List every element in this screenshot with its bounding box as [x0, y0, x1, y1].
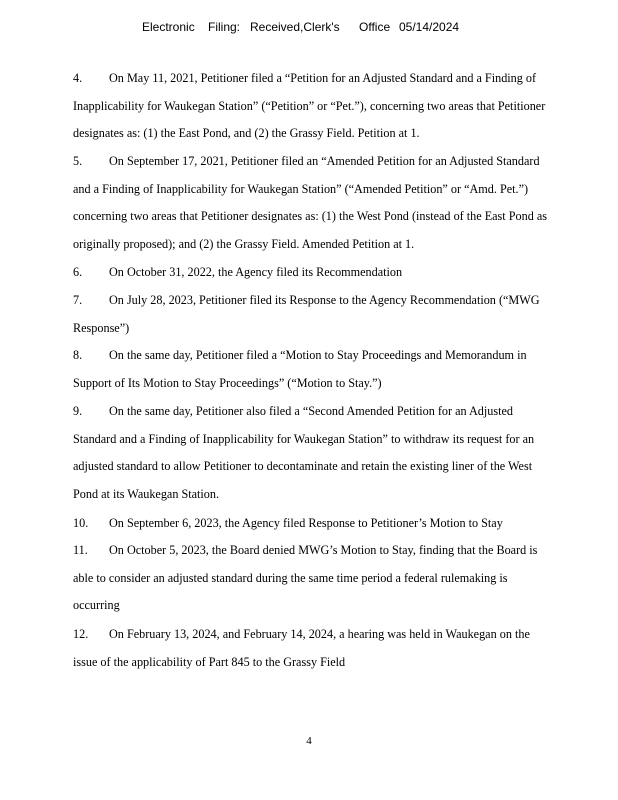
paragraph-number: 5. — [73, 154, 83, 168]
paragraph-line: 12. On February 13, 2024, and February 14, 2024, a hearing was held in Waukegan on the — [73, 621, 603, 649]
paragraph-5 — [73, 148, 603, 258]
paragraph-line: issue of the applicability of Part 845 to the Grassy Field — [73, 654, 346, 669]
paragraph-12 — [73, 621, 603, 676]
paragraph-line: 8. On the same day, Petitioner filed a “Motion to Stay Proceedings and Memorandum in — [73, 342, 603, 370]
paragraph-line: able to consider an adjusted standard during the same time period a federal rulemaking is — [73, 570, 508, 585]
header-date: 05/14/2024 — [399, 20, 460, 34]
paragraph-number: 6. — [73, 265, 83, 279]
paragraph-number: 8. — [73, 348, 83, 362]
paragraph-line: designates as: (1) the East Pond, and (2) the Grassy Field. Petition at 1. — [73, 126, 420, 141]
paragraph-number: 4. — [73, 71, 83, 85]
paragraph-6 — [73, 259, 603, 287]
page-number: 4 — [306, 735, 312, 747]
paragraph-line: 5. On September 17, 2021, Petitioner filed an “Amended Petition for an Adjusted Standard — [73, 148, 603, 176]
paragraph-line: 9. On the same day, Petitioner also filed a “Second Amended Petition for an Adjusted — [73, 398, 603, 426]
paragraph-11 — [73, 537, 603, 620]
header-office: Office — [359, 20, 391, 34]
paragraph-line: Inapplicability for Waukegan Station” (“Petition” or “Pet.”), concerning two areas that Petitioner — [73, 98, 546, 113]
paragraph-line: originally proposed); and (2) the Grassy Field. Amended Petition at 1. — [73, 236, 415, 251]
paragraph-line: Pond at its Waukegan Station. — [73, 486, 220, 501]
paragraph-line: 10. On September 6, 2023, the Agency filed Response to Petitioner’s Motion to Stay — [73, 510, 603, 538]
paragraph-7 — [73, 287, 603, 342]
paragraph-4 — [73, 65, 603, 148]
paragraph-number: 10. — [73, 516, 89, 530]
paragraph-line: Response”) — [73, 320, 130, 335]
paragraph-line: adjusted standard to allow Petitioner to decontaminate and retain the existing liner of the West — [73, 459, 533, 474]
paragraph-10 — [73, 510, 603, 538]
paragraph-8 — [73, 342, 603, 397]
paragraph-line: and a Finding of Inapplicability for Waukegan Station” (“Amended Petition” or “Amd. Pet.”) — [73, 181, 529, 196]
paragraph-number: 12. — [73, 627, 89, 641]
paragraph-number: 11. — [73, 543, 88, 557]
paragraph-line: 6. On October 31, 2022, the Agency filed its Recommendation — [73, 259, 603, 287]
paragraph-line: concerning two areas that Petitioner designates as: (1) the West Pond (instead of the East Pond as — [73, 209, 547, 224]
paragraph-9 — [73, 398, 603, 508]
header-received: Received,Clerk's — [250, 20, 340, 34]
paragraph-line: Support of Its Motion to Stay Proceedings” (“Motion to Stay.”) — [73, 375, 382, 390]
header-electronic: Electronic — [142, 20, 195, 34]
paragraph-line: occurring — [73, 598, 120, 613]
paragraph-line: Standard and a Finding of Inapplicability for Waukegan Station” to withdraw its request for an — [73, 431, 535, 446]
paragraph-line: 11. On October 5, 2023, the Board denied MWG’s Motion to Stay, finding that the Board is — [73, 537, 603, 565]
paragraph-number: 9. — [73, 404, 83, 418]
paragraph-number: 7. — [73, 293, 83, 307]
header-filing: Filing: — [208, 20, 241, 34]
paragraph-line: 7. On July 28, 2023, Petitioner filed its Response to the Agency Recommendation (“MWG — [73, 287, 603, 315]
paragraph-line: 4. On May 11, 2021, Petitioner filed a “Petition for an Adjusted Standard and a Finding of — [73, 65, 603, 93]
